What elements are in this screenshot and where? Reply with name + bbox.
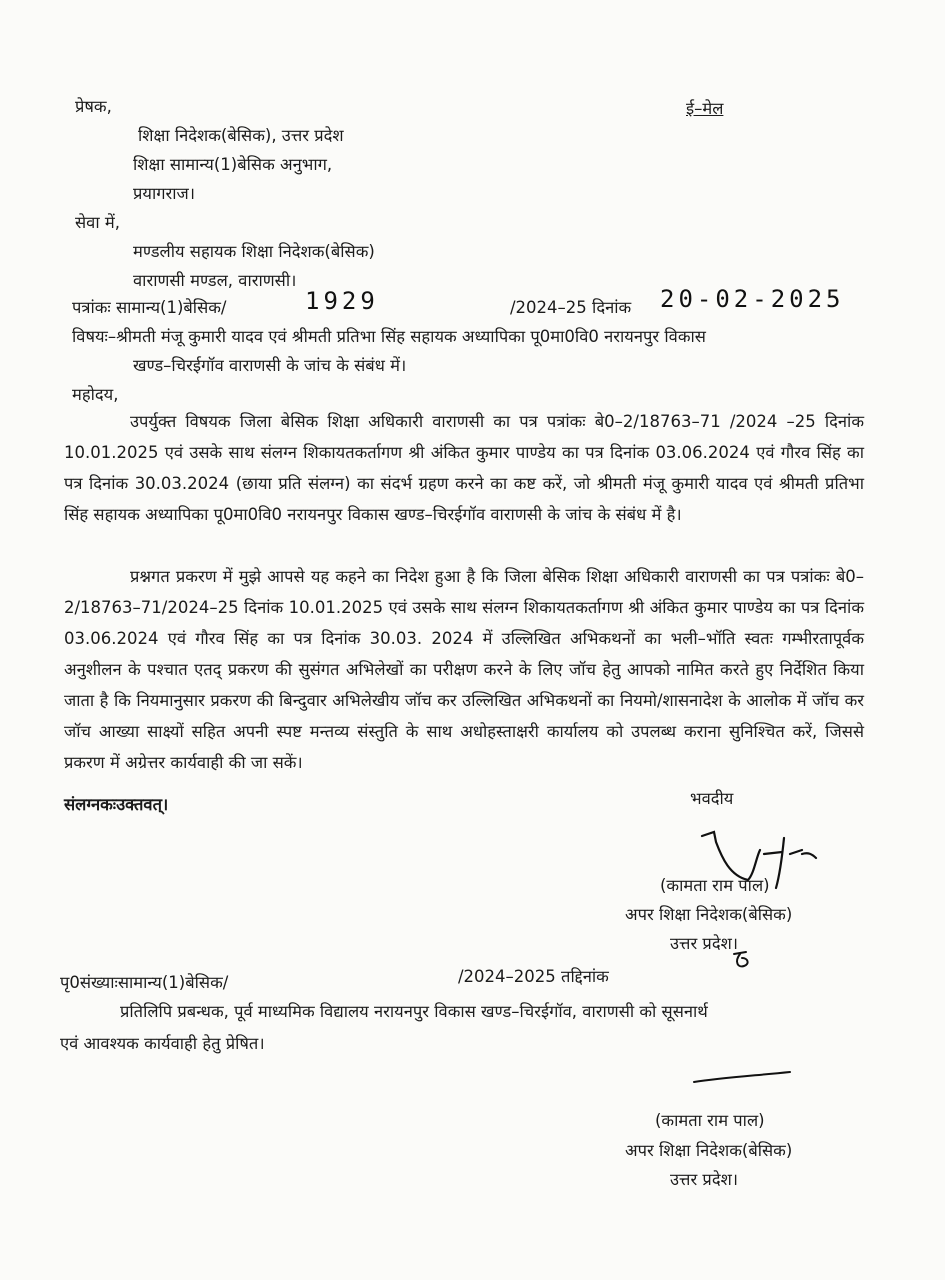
subject-line-1: विषयः–श्रीमती मंजू कुमारी यादव एवं श्रीमती प्रतिभा सिंह सहायक अध्यापिका पू0मा0वि0 नरायनपुर विकास xyxy=(72,327,706,346)
paragraph-2: प्रश्नगत प्रकरण में मुझे आपसे यह कहने का निदेश हुआ है कि जिला बेसिक शिक्षा अधिकारी वाराणसी का पत्र पत्रांकः बे0–2/18763–71/2024–25 दिनांक 10.01.2025 एवं उसके साथ संलग्न शिकायतकर्तागण श्री अंकित कुमार पाण्डेय का पत्र दिनांक 03.06.2024 एवं गौरव सिंह का पत्र दिनांक 30.03. 2024 में उल्लिखित अभिकथनों का भली–भॉति स्वतः गम्भीरतापूर्वक अनुशीलन के पश्चात एतद् प्रकरण की सुसंगत अभिलेखों का परीक्षण करने के लिए जॉच हेतु आपको नामित करते हुए निर्देशित किया जाता है कि नियमानुसार प्रकरण की बिन्दुवार अभिलेखीय जॉच कर उल्लिखित अभिकथनों का नियमो/शासनादेश के आलोक में जॉच कर जॉच आख्या साक्ष्यों सहित अपनी स्पष्ट मन्तव्य संस्तुति के साथ अधोहस्ताक्षरी कार्यालय को उपलब्ध कराना सुनिश्चित करें, जिससे प्रकरण में अग्रेत्तर कार्यवाही की जा सकें। xyxy=(64,567,864,772)
signatory-1-state: उत्तर प्रदेश। xyxy=(670,934,739,953)
endorsement-ref-suffix: /2024–2025 तद्दिनांक xyxy=(458,967,609,986)
recipient-label: सेवा में, xyxy=(75,213,120,232)
reference-suffix: /2024–25 दिनांक xyxy=(510,298,632,317)
sender-label: प्रेषक, xyxy=(75,97,112,116)
subject-line-2: खण्ड–चिरईगॉव वाराणसी के जांच के संबंध में। xyxy=(133,356,407,375)
recipient-line-1: मण्डलीय सहायक शिक्षा निदेशक(बेसिक) xyxy=(133,242,375,261)
enclosure: संलग्नकःउक्तवत्। xyxy=(64,795,169,814)
reference-number-handwritten: 1929 xyxy=(305,287,379,315)
signatory-2-state: उत्तर प्रदेश। xyxy=(670,1170,739,1189)
sender-line-2: शिक्षा सामान्य(1)बेसिक अनुभाग, xyxy=(133,155,333,174)
closing: भवदीय xyxy=(690,789,734,808)
email-label: ई–मेल xyxy=(686,99,724,118)
signatory-1-name: (कामता राम पाल) xyxy=(660,876,770,895)
signatory-1-designation: अपर शिक्षा निदेशक(बेसिक) xyxy=(625,905,793,924)
salutation: महोदय, xyxy=(72,385,119,404)
signature-2 xyxy=(690,1068,800,1088)
sender-line-1: शिक्षा निदेशक(बेसिक), उत्तर प्रदेश xyxy=(138,126,344,145)
reference-prefix: पत्रांकः सामान्य(1)बेसिक/ xyxy=(72,298,227,317)
reference-date-handwritten: 20-02-2025 xyxy=(660,285,845,313)
sender-line-3: प्रयागराज। xyxy=(133,184,196,203)
handwritten-mark xyxy=(730,950,754,974)
endorsement-line-1: प्रतिलिपि प्रबन्धक, पूर्व माध्यमिक विद्यालय नरायनपुर विकास खण्ड–चिरईगॉव, वाराणसी को सूसनार्थ xyxy=(120,1002,708,1021)
recipient-line-2: वाराणसी मण्डल, वाराणसी। xyxy=(133,271,297,290)
endorsement-line-2: एवं आवश्यक कार्यवाही हेतु प्रेषित। xyxy=(60,1034,265,1053)
paragraph-1: उपर्युक्त विषयक जिला बेसिक शिक्षा अधिकारी वाराणसी का पत्र पत्रांकः बे0–2/18763–71 /2024 –25 दिनांक 10.01.2025 एवं उसके साथ संलग्न शिकायतकर्तागण श्री अंकित कुमार पाण्डेय का पत्र दिनांक 03.06.2024 एवं गौरव सिंह का पत्र दिनांक 30.03.2024 (छाया प्रति संलग्न) का संदर्भ ग्रहण करने का कष्ट करें, जो श्रीमती मंजू कुमारी यादव एवं श्रीमती प्रतिभा सिंह सहायक अध्यापिका पू0मा0वि0 नरायनपुर विकास खण्ड–चिरईगॉव वाराणसी के जांच के संबंध में है। xyxy=(64,412,864,524)
endorsement-ref-prefix: पृ0संख्याःसामान्य(1)बेसिक/ xyxy=(60,973,229,992)
signatory-2-name: (कामता राम पाल) xyxy=(655,1111,765,1130)
signatory-2-designation: अपर शिक्षा निदेशक(बेसिक) xyxy=(625,1141,793,1160)
